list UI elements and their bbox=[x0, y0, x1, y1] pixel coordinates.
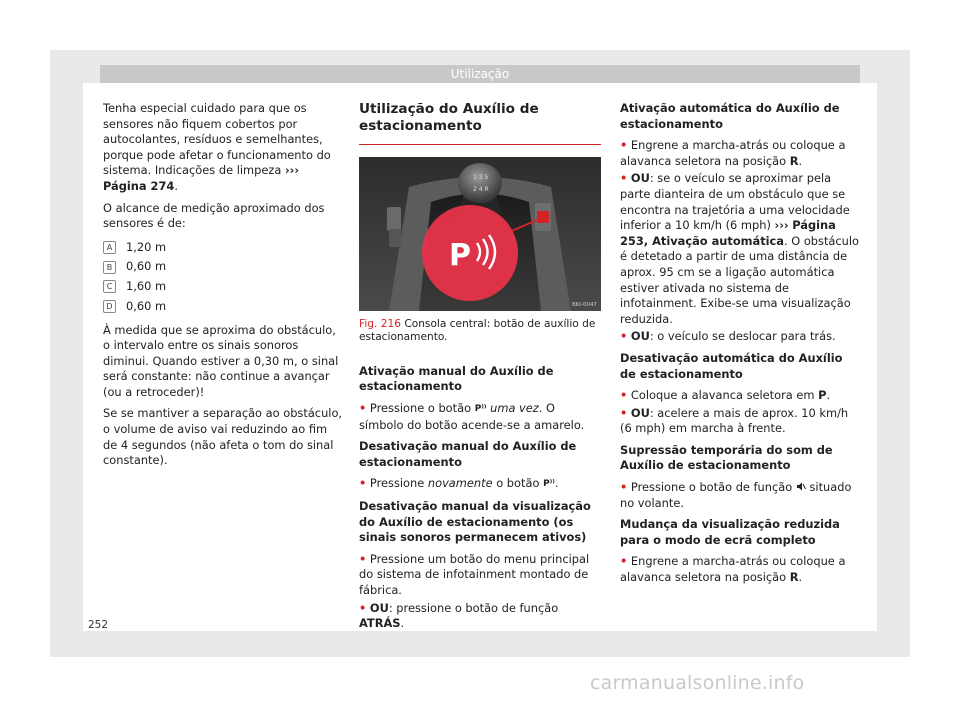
link-page-253[interactable]: Página 253, Ativação automática bbox=[620, 218, 836, 248]
column-left bbox=[103, 101, 343, 475]
distance-value: 1,20 m bbox=[126, 239, 167, 254]
heading-auto-activation: Ativação automática do Auxílio de estacionamento bbox=[620, 101, 840, 131]
header-title: Utilização bbox=[450, 67, 510, 81]
heading-visualization-deactivation: Desativação manual da visualização do Auxílio de estacionamento (os sinais sonoros permanecem ativos) bbox=[359, 498, 591, 545]
figure-caption: Fig. 216 Consola central: botão de auxílio de estacionamento. bbox=[359, 318, 596, 344]
bullet-back-button: • OU: pressione o botão de função ATRÁS. bbox=[359, 600, 559, 631]
marker-d: D bbox=[103, 300, 116, 313]
distance-row bbox=[103, 238, 343, 258]
center-console-illustration bbox=[359, 157, 601, 311]
link-arrow-icon: ››› bbox=[774, 218, 789, 233]
heading-manual-deactivation: Desativação manual do Auxílio de estacionamento bbox=[359, 439, 577, 469]
heading-sound-suppression: Supressão temporária do som de Auxílio de estacionamento bbox=[620, 442, 833, 473]
bullet-moving-back: • OU: o veículo se deslocar para trás. bbox=[620, 329, 836, 344]
distance-row bbox=[103, 297, 343, 317]
bullet-manual-deactivation: • Pressione novamente o botão P⁾⁾. bbox=[359, 476, 601, 493]
svg-text:2 4 R: 2 4 R bbox=[473, 186, 489, 193]
parking-sensor-icon: P⁾⁾ bbox=[543, 479, 555, 490]
paragraph-volume: Se se mantiver a separação ao obstáculo, o volume de aviso vai reduzindo ao fim de 4 segundos (não afeta o tom do sinal constante). bbox=[103, 406, 343, 468]
svg-text:1 3 5: 1 3 5 bbox=[473, 174, 489, 181]
bullet-reverse-gear-fullscreen: • Engrene a marcha-atrás ou coloque a alavanca seletora na posição R. bbox=[620, 554, 846, 585]
marker-c: C bbox=[103, 280, 116, 293]
distance-list bbox=[103, 238, 343, 317]
bullet-manual-activation: • Pressione o botão P⁾⁾ uma vez. O símbolo do botão acende-se a amarelo. bbox=[359, 401, 585, 432]
link-arrow-icon: ››› bbox=[284, 163, 300, 178]
heading-fullscreen-mode: Mudança da visualização reduzida para o modo de ecrã completo bbox=[620, 517, 840, 547]
distance-row bbox=[103, 277, 343, 297]
section-rule bbox=[359, 144, 601, 145]
distance-row bbox=[103, 257, 343, 277]
marker-a: A bbox=[103, 241, 116, 254]
distance-value: 1,60 m bbox=[126, 279, 167, 294]
heading-auto-deactivation: Desativação automática do Auxílio de estacionamento bbox=[620, 350, 843, 381]
watermark: carmanualsonline.info bbox=[590, 672, 805, 694]
marker-b: B bbox=[103, 261, 116, 274]
section-title: Utilização do Auxílio de estacionamento bbox=[359, 101, 539, 134]
heading-manual-activation: Ativação manual do Auxílio de estacionamento bbox=[359, 363, 554, 394]
bullet-menu-button: • Pressione um botão do menu principal do sistema de infotainment montado de fábrica. bbox=[359, 551, 590, 597]
column-middle bbox=[359, 101, 601, 638]
figure-code: BKI-0047 bbox=[572, 302, 597, 308]
bullet-mute-button: • Pressione o botão de função situado no volante. bbox=[620, 480, 852, 510]
bullet-front-obstacle: • OU: se o veículo se aproximar pela parte dianteira de um obstáculo que se encontra na trajetória a uma velocidade inferior a 10 km/h (6 mph) ››› Página 253, Ativação automática. O obstáculo é detetado a partir de uma distância de aprox. 95 cm se a ligação automática estiver ativada no sistema de infotainment. Exibe-se uma visualização reduzida. bbox=[620, 171, 860, 326]
parking-sensor-icon: P⁾⁾ bbox=[474, 404, 487, 414]
page-number: 252 bbox=[88, 619, 109, 631]
bullet-reverse-gear: • Engrene a marcha-atrás ou coloque a alavanca seletora na posição R. bbox=[620, 138, 846, 168]
bullet-accelerate: • OU: acelere a mais de aprox. 10 km/h (6 mph) em marcha à frente. bbox=[620, 405, 849, 436]
distance-value: 0,60 m bbox=[126, 298, 167, 313]
figure-label: Fig. 216 bbox=[359, 318, 401, 330]
speaker-mute-icon bbox=[796, 480, 806, 494]
paragraph-sensors-care: Tenha especial cuidado para que os sensores não fiquem cobertos por autocolantes, resíduos e semelhantes, porque pode afetar o funcionamento do sistema. Indicações de limpeza ››› Página 274. bbox=[103, 101, 331, 193]
distance-value: 0,60 m bbox=[126, 259, 167, 274]
column-right bbox=[620, 101, 860, 592]
figure-button-letter: P bbox=[449, 238, 471, 273]
paragraph-range-intro: O alcance de medição aproximado dos sensores é de: bbox=[103, 200, 325, 231]
link-page-274[interactable]: Página 274 bbox=[103, 178, 175, 193]
bullet-park-position: • Coloque a alavanca seletora em P. bbox=[620, 388, 831, 403]
paragraph-approach: À medida que se aproxima do obstáculo, o intervalo entre os sinais sonoros diminui. Quando estiver a 0,30 m, o sinal será constante: não continue a avançar (ou a retroceder)! bbox=[103, 322, 339, 399]
figure-center-console bbox=[359, 157, 601, 311]
